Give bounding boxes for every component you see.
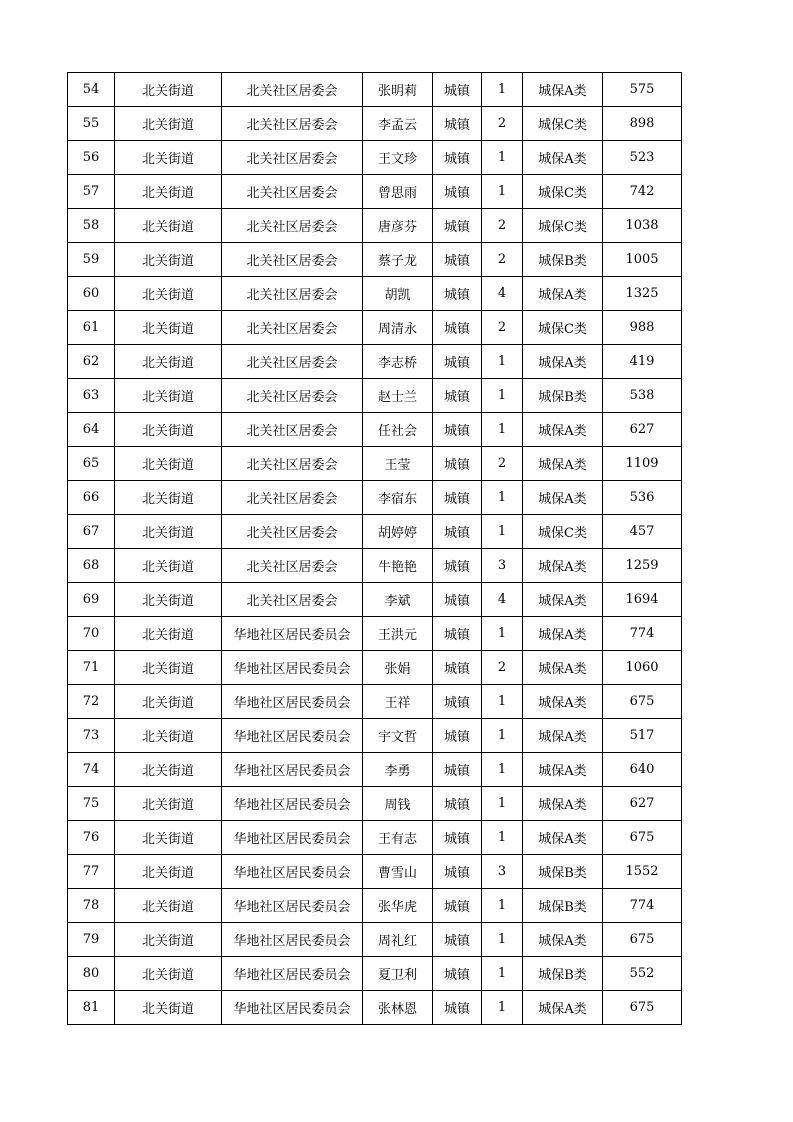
row-number-cell: 69 [68,583,115,617]
area-type-cell: 城镇 [433,413,482,447]
category-cell: 城保C类 [523,107,603,141]
category-cell: 城保A类 [523,787,603,821]
name-cell: 王有志 [363,821,433,855]
amount-cell: 675 [603,685,682,719]
street-cell: 北关街道 [115,651,222,685]
name-cell: 夏卫利 [363,957,433,991]
table-row [68,753,682,787]
table-row [68,107,682,141]
row-number-cell: 80 [68,957,115,991]
row-number-cell: 75 [68,787,115,821]
row-number-cell: 68 [68,549,115,583]
name-cell: 李斌 [363,583,433,617]
amount-cell: 536 [603,481,682,515]
street-cell: 北关街道 [115,991,222,1025]
area-type-cell: 城镇 [433,719,482,753]
household-count-cell: 2 [482,651,523,685]
household-count-cell: 1 [482,923,523,957]
category-cell: 城保A类 [523,923,603,957]
category-cell: 城保A类 [523,481,603,515]
amount-cell: 1259 [603,549,682,583]
name-cell: 牛艳艳 [363,549,433,583]
committee-cell: 华地社区居民委员会 [222,923,363,957]
name-cell: 王洪元 [363,617,433,651]
row-number-cell: 57 [68,175,115,209]
household-count-cell: 1 [482,345,523,379]
area-type-cell: 城镇 [433,515,482,549]
committee-cell: 北关社区居委会 [222,141,363,175]
row-number-cell: 59 [68,243,115,277]
row-number-cell: 54 [68,73,115,107]
area-type-cell: 城镇 [433,447,482,481]
area-type-cell: 城镇 [433,277,482,311]
name-cell: 李孟云 [363,107,433,141]
category-cell: 城保A类 [523,345,603,379]
row-number-cell: 73 [68,719,115,753]
table-row [68,175,682,209]
amount-cell: 1038 [603,209,682,243]
row-number-cell: 74 [68,753,115,787]
table-row [68,855,682,889]
household-count-cell: 3 [482,549,523,583]
household-count-cell: 2 [482,311,523,345]
name-cell: 王文珍 [363,141,433,175]
area-type-cell: 城镇 [433,311,482,345]
household-count-cell: 1 [482,957,523,991]
category-cell: 城保A类 [523,141,603,175]
table-row [68,243,682,277]
amount-cell: 675 [603,991,682,1025]
name-cell: 张娟 [363,651,433,685]
name-cell: 周钱 [363,787,433,821]
category-cell: 城保A类 [523,413,603,447]
row-number-cell: 78 [68,889,115,923]
household-count-cell: 2 [482,243,523,277]
category-cell: 城保C类 [523,175,603,209]
committee-cell: 华地社区居民委员会 [222,719,363,753]
committee-cell: 北关社区居委会 [222,447,363,481]
committee-cell: 北关社区居委会 [222,243,363,277]
area-type-cell: 城镇 [433,243,482,277]
committee-cell: 北关社区居委会 [222,379,363,413]
category-cell: 城保B类 [523,379,603,413]
name-cell: 赵士兰 [363,379,433,413]
committee-cell: 北关社区居委会 [222,413,363,447]
row-number-cell: 81 [68,991,115,1025]
category-cell: 城保A类 [523,277,603,311]
name-cell: 张华虎 [363,889,433,923]
row-number-cell: 77 [68,855,115,889]
category-cell: 城保A类 [523,685,603,719]
row-number-cell: 55 [68,107,115,141]
area-type-cell: 城镇 [433,889,482,923]
roster-body [68,73,682,1025]
amount-cell: 742 [603,175,682,209]
household-count-cell: 1 [482,991,523,1025]
name-cell: 蔡子龙 [363,243,433,277]
category-cell: 城保C类 [523,515,603,549]
amount-cell: 1005 [603,243,682,277]
area-type-cell: 城镇 [433,821,482,855]
name-cell: 李宿东 [363,481,433,515]
category-cell: 城保B类 [523,243,603,277]
amount-cell: 517 [603,719,682,753]
table-row [68,73,682,107]
household-count-cell: 1 [482,481,523,515]
street-cell: 北关街道 [115,175,222,209]
category-cell: 城保A类 [523,447,603,481]
category-cell: 城保C类 [523,209,603,243]
row-number-cell: 60 [68,277,115,311]
table-row [68,311,682,345]
amount-cell: 575 [603,73,682,107]
amount-cell: 627 [603,787,682,821]
household-count-cell: 1 [482,889,523,923]
table-row [68,719,682,753]
committee-cell: 北关社区居委会 [222,549,363,583]
amount-cell: 538 [603,379,682,413]
household-count-cell: 1 [482,515,523,549]
row-number-cell: 56 [68,141,115,175]
amount-cell: 774 [603,617,682,651]
category-cell: 城保C类 [523,311,603,345]
category-cell: 城保B类 [523,957,603,991]
street-cell: 北关街道 [115,107,222,141]
name-cell: 张林恩 [363,991,433,1025]
category-cell: 城保A类 [523,719,603,753]
committee-cell: 北关社区居委会 [222,311,363,345]
table-row [68,549,682,583]
household-count-cell: 1 [482,379,523,413]
street-cell: 北关街道 [115,685,222,719]
committee-cell: 华地社区居民委员会 [222,855,363,889]
amount-cell: 640 [603,753,682,787]
amount-cell: 1060 [603,651,682,685]
committee-cell: 华地社区居民委员会 [222,957,363,991]
household-count-cell: 1 [482,719,523,753]
household-count-cell: 2 [482,209,523,243]
committee-cell: 北关社区居委会 [222,277,363,311]
committee-cell: 北关社区居委会 [222,583,363,617]
row-number-cell: 62 [68,345,115,379]
street-cell: 北关街道 [115,821,222,855]
amount-cell: 1694 [603,583,682,617]
committee-cell: 华地社区居民委员会 [222,617,363,651]
area-type-cell: 城镇 [433,753,482,787]
committee-cell: 北关社区居委会 [222,73,363,107]
amount-cell: 552 [603,957,682,991]
name-cell: 任社会 [363,413,433,447]
table-row [68,617,682,651]
street-cell: 北关街道 [115,855,222,889]
household-count-cell: 4 [482,583,523,617]
table-row [68,379,682,413]
amount-cell: 988 [603,311,682,345]
name-cell: 李志桥 [363,345,433,379]
committee-cell: 北关社区居委会 [222,175,363,209]
area-type-cell: 城镇 [433,923,482,957]
amount-cell: 898 [603,107,682,141]
table-row [68,651,682,685]
street-cell: 北关街道 [115,617,222,651]
street-cell: 北关街道 [115,719,222,753]
table-row [68,889,682,923]
street-cell: 北关街道 [115,549,222,583]
street-cell: 北关街道 [115,73,222,107]
table-row [68,447,682,481]
street-cell: 北关街道 [115,311,222,345]
area-type-cell: 城镇 [433,175,482,209]
area-type-cell: 城镇 [433,617,482,651]
name-cell: 张明莉 [363,73,433,107]
street-cell: 北关街道 [115,753,222,787]
street-cell: 北关街道 [115,481,222,515]
table-row [68,583,682,617]
area-type-cell: 城镇 [433,991,482,1025]
amount-cell: 523 [603,141,682,175]
street-cell: 北关街道 [115,379,222,413]
area-type-cell: 城镇 [433,855,482,889]
table-row [68,991,682,1025]
household-count-cell: 3 [482,855,523,889]
row-number-cell: 64 [68,413,115,447]
row-number-cell: 65 [68,447,115,481]
street-cell: 北关街道 [115,413,222,447]
table-row [68,923,682,957]
area-type-cell: 城镇 [433,141,482,175]
committee-cell: 华地社区居民委员会 [222,787,363,821]
street-cell: 北关街道 [115,889,222,923]
category-cell: 城保A类 [523,991,603,1025]
household-count-cell: 2 [482,107,523,141]
row-number-cell: 66 [68,481,115,515]
area-type-cell: 城镇 [433,345,482,379]
committee-cell: 北关社区居委会 [222,345,363,379]
category-cell: 城保A类 [523,753,603,787]
street-cell: 北关街道 [115,515,222,549]
table-row [68,209,682,243]
row-number-cell: 70 [68,617,115,651]
household-count-cell: 1 [482,685,523,719]
committee-cell: 北关社区居委会 [222,209,363,243]
committee-cell: 华地社区居民委员会 [222,651,363,685]
category-cell: 城保A类 [523,821,603,855]
name-cell: 李勇 [363,753,433,787]
category-cell: 城保A类 [523,617,603,651]
area-type-cell: 城镇 [433,787,482,821]
amount-cell: 675 [603,923,682,957]
committee-cell: 华地社区居民委员会 [222,685,363,719]
area-type-cell: 城镇 [433,379,482,413]
name-cell: 胡婷婷 [363,515,433,549]
committee-cell: 北关社区居委会 [222,481,363,515]
table-row [68,345,682,379]
roster-table [67,72,682,1025]
table-row [68,957,682,991]
name-cell: 唐彦芬 [363,209,433,243]
committee-cell: 北关社区居委会 [222,107,363,141]
area-type-cell: 城镇 [433,209,482,243]
category-cell: 城保A类 [523,651,603,685]
street-cell: 北关街道 [115,787,222,821]
amount-cell: 457 [603,515,682,549]
street-cell: 北关街道 [115,923,222,957]
name-cell: 王祥 [363,685,433,719]
category-cell: 城保B类 [523,855,603,889]
area-type-cell: 城镇 [433,685,482,719]
amount-cell: 1325 [603,277,682,311]
amount-cell: 1552 [603,855,682,889]
household-count-cell: 1 [482,753,523,787]
category-cell: 城保A类 [523,583,603,617]
area-type-cell: 城镇 [433,651,482,685]
area-type-cell: 城镇 [433,957,482,991]
name-cell: 曾思雨 [363,175,433,209]
row-number-cell: 63 [68,379,115,413]
household-count-cell: 1 [482,175,523,209]
row-number-cell: 58 [68,209,115,243]
household-count-cell: 4 [482,277,523,311]
area-type-cell: 城镇 [433,73,482,107]
row-number-cell: 72 [68,685,115,719]
row-number-cell: 79 [68,923,115,957]
row-number-cell: 76 [68,821,115,855]
table-row [68,413,682,447]
amount-cell: 675 [603,821,682,855]
household-count-cell: 1 [482,787,523,821]
category-cell: 城保B类 [523,889,603,923]
category-cell: 城保A类 [523,549,603,583]
street-cell: 北关街道 [115,141,222,175]
committee-cell: 华地社区居民委员会 [222,889,363,923]
name-cell: 周清永 [363,311,433,345]
name-cell: 王莹 [363,447,433,481]
committee-cell: 华地社区居民委员会 [222,991,363,1025]
table-row [68,515,682,549]
street-cell: 北关街道 [115,277,222,311]
table-row [68,481,682,515]
name-cell: 宇文哲 [363,719,433,753]
street-cell: 北关街道 [115,243,222,277]
household-count-cell: 2 [482,447,523,481]
area-type-cell: 城镇 [433,583,482,617]
amount-cell: 774 [603,889,682,923]
street-cell: 北关街道 [115,583,222,617]
committee-cell: 华地社区居民委员会 [222,753,363,787]
amount-cell: 419 [603,345,682,379]
area-type-cell: 城镇 [433,107,482,141]
row-number-cell: 61 [68,311,115,345]
table-row [68,685,682,719]
area-type-cell: 城镇 [433,481,482,515]
row-number-cell: 71 [68,651,115,685]
street-cell: 北关街道 [115,345,222,379]
table-row [68,277,682,311]
table-row [68,141,682,175]
household-count-cell: 1 [482,617,523,651]
name-cell: 周礼红 [363,923,433,957]
street-cell: 北关街道 [115,447,222,481]
household-count-cell: 1 [482,413,523,447]
table-row [68,821,682,855]
category-cell: 城保A类 [523,73,603,107]
street-cell: 北关街道 [115,957,222,991]
street-cell: 北关街道 [115,209,222,243]
name-cell: 胡凯 [363,277,433,311]
name-cell: 曹雪山 [363,855,433,889]
committee-cell: 华地社区居民委员会 [222,821,363,855]
row-number-cell: 67 [68,515,115,549]
household-count-cell: 1 [482,73,523,107]
area-type-cell: 城镇 [433,549,482,583]
household-count-cell: 1 [482,141,523,175]
household-count-cell: 1 [482,821,523,855]
amount-cell: 627 [603,413,682,447]
committee-cell: 北关社区居委会 [222,515,363,549]
table-row [68,787,682,821]
amount-cell: 1109 [603,447,682,481]
